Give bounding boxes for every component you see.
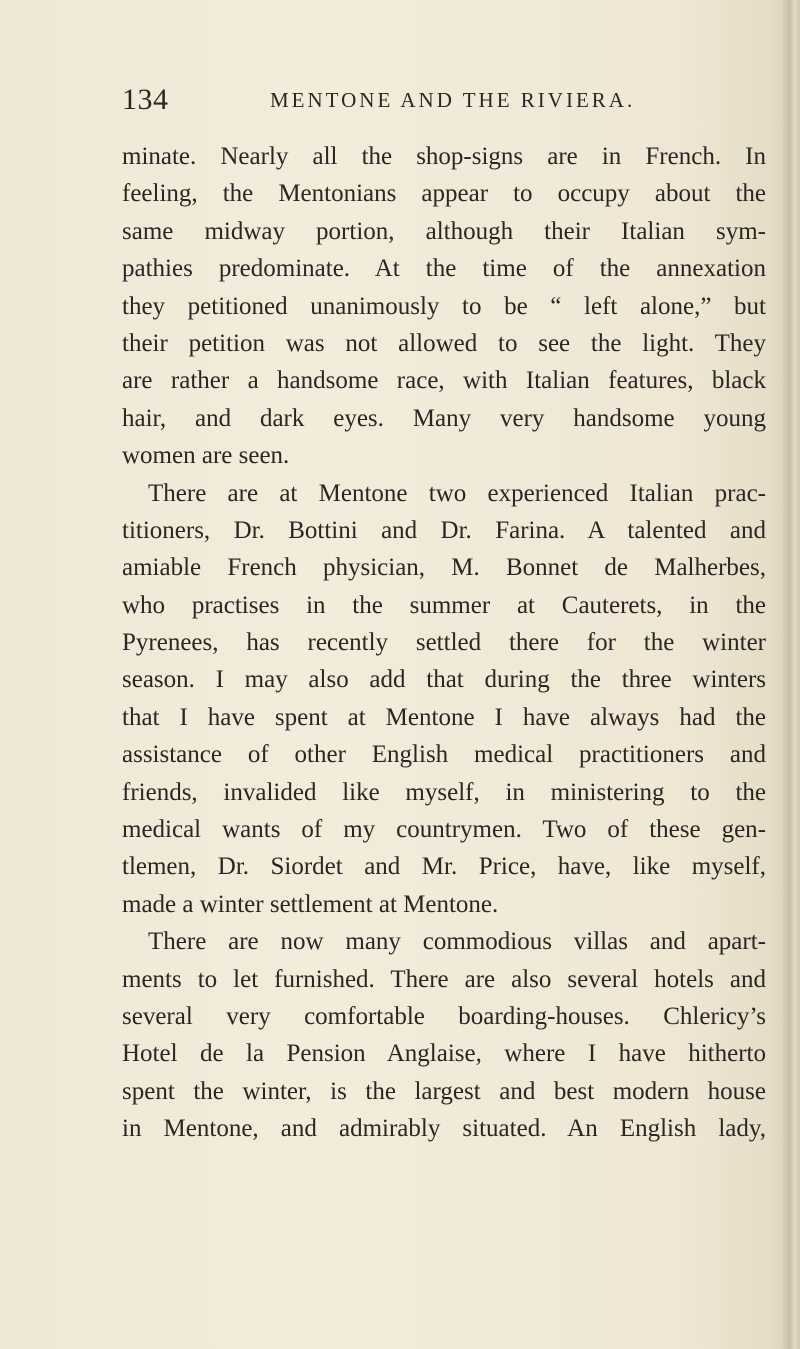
text-line: minate. Nearly all the shop-signs are in French. In — [122, 143, 766, 170]
text-line: pathies predominate. At the time of the annexation — [122, 255, 766, 283]
paragraph-start-line: There are at Mentone two experienced Italian prac- — [148, 479, 766, 507]
text-line: feeling, the Mentonians appear to occupy about the — [122, 180, 766, 208]
text-line: Hotel de la Pension Anglaise, where I have hitherto — [122, 1040, 766, 1068]
text-line: amiable French physician, M. Bonnet de Malherbes, — [122, 554, 766, 582]
text-line: titioners, Dr. Bottini and Dr. Farina. A talented and — [122, 516, 766, 544]
text-line: women are seen. — [122, 442, 290, 470]
body-text — [122, 138, 766, 1148]
page-number: 134 — [122, 83, 169, 116]
text-line: they petitioned unanimously to be “ left alone,” but — [122, 292, 766, 320]
text-line: Pyrenees, has recently settled there for the winter — [122, 629, 766, 657]
text-line: assistance of other English medical practitioners and — [122, 741, 766, 769]
page-edge — [782, 0, 800, 1349]
text-line: same midway portion, although their Italian sym- — [122, 217, 766, 245]
text-line: made a winter settlement at Mentone. — [122, 890, 499, 918]
text-line: friends, invalided like myself, in ministering to the — [122, 778, 766, 806]
text-line: tlemen, Dr. Siordet and Mr. Price, have, like myself, — [122, 853, 766, 881]
text-line: spent the winter, is the largest and best modern house — [122, 1077, 766, 1105]
text-line: several very comfortable boarding-houses. Chlericy’s — [122, 1002, 766, 1030]
text-line: medical wants of my countrymen. Two of these gen- — [122, 816, 766, 844]
paragraph-start-line: There are now many commodious villas and apart- — [148, 928, 766, 956]
text-line: their petition was not allowed to see the light. They — [122, 329, 766, 357]
running-head: MENTONE AND THE RIVIERA. — [270, 88, 636, 112]
page-header — [122, 80, 762, 120]
text-line: in Mentone, and admirably situated. An English lady, — [122, 1115, 766, 1143]
text-line: who practises in the summer at Cauterets, in the — [122, 591, 766, 619]
text-line: season. I may also add that during the three winters — [122, 666, 766, 694]
text-line: are rather a handsome race, with Italian features, black — [122, 367, 766, 395]
text-line: hair, and dark eyes. Many very handsome young — [122, 404, 766, 432]
text-line: that I have spent at Mentone I have always had the — [122, 703, 766, 731]
text-line: ments to let furnished. There are also several hotels and — [122, 965, 766, 993]
